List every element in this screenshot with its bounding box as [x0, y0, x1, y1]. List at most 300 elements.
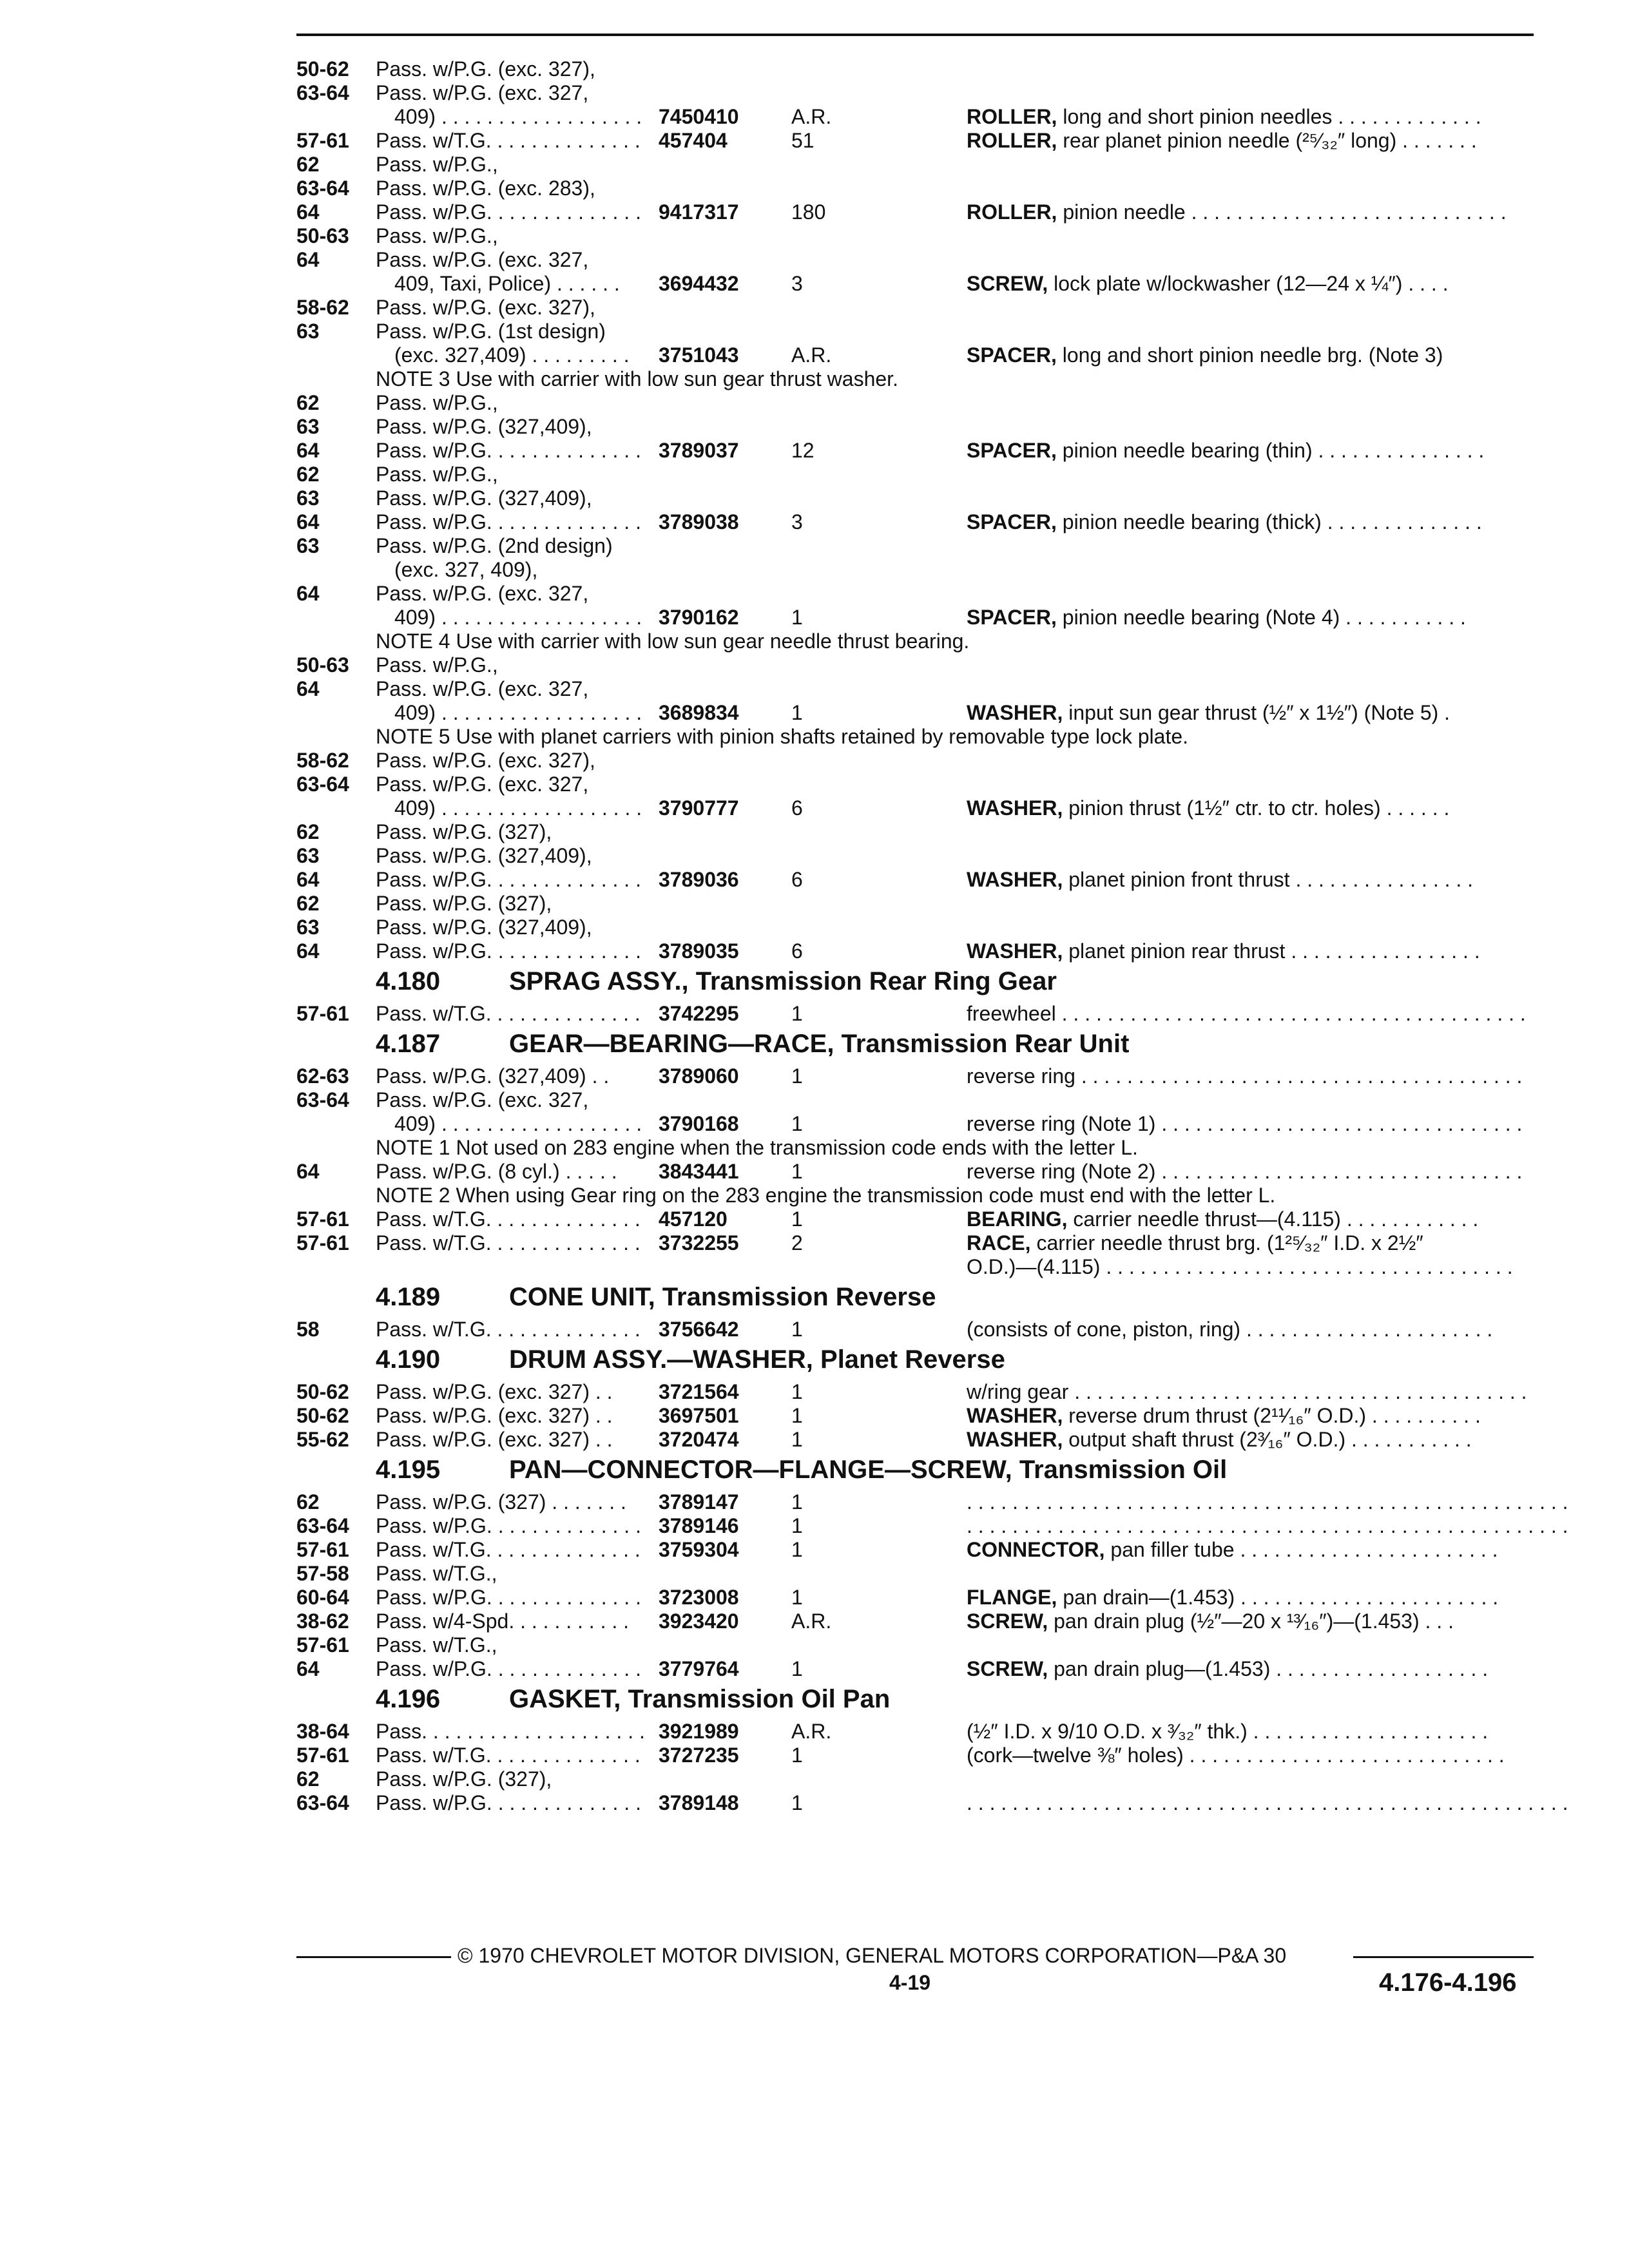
application: Pass. w/P.G. . . . . . . . . . . . . .	[376, 939, 641, 963]
description	[967, 1427, 1472, 1452]
description	[967, 796, 1449, 820]
model-years: 57-61	[296, 1231, 349, 1254]
quantity: A.R.	[791, 105, 832, 128]
description-text: pinion needle . . . . . . . . . . . . . . . . . . . . . . . . . . . .	[1057, 200, 1507, 224]
note-row	[0, 629, 1629, 653]
description	[967, 1514, 1568, 1538]
application: Pass. w/P.G. (327,409),	[376, 844, 592, 867]
part-row	[0, 462, 1629, 486]
application: Pass. w/4-Spd. . . . . . . . . . .	[376, 1610, 630, 1633]
description-text: long and short pinion needles . . . . . . . . . . . . .	[1057, 105, 1481, 128]
model-years: 63-64	[296, 177, 349, 200]
part-row	[0, 700, 1629, 725]
note-text: NOTE 4 Use with carrier with low sun gear needle thrust bearing.	[376, 629, 970, 653]
part-row	[0, 1561, 1629, 1586]
application: Pass. w/P.G. (exc. 327),	[376, 57, 595, 81]
application: Pass. w/P.G. (exc. 327) . .	[376, 1404, 613, 1427]
section-number: 4.189	[376, 1283, 441, 1311]
description-keyword: SCREW,	[967, 1657, 1048, 1680]
application: 409) . . . . . . . . . . . . . . . . . .	[394, 606, 642, 629]
part-number: 3923420	[659, 1610, 739, 1633]
description	[967, 200, 1507, 224]
description-keyword: WASHER,	[967, 868, 1063, 891]
description	[967, 1585, 1498, 1610]
description-text: long and short pinion needle brg. (Note 3)	[1056, 343, 1443, 367]
part-row	[0, 843, 1629, 868]
description	[967, 1537, 1498, 1562]
part-row	[0, 390, 1629, 415]
section-title: GASKET, Transmission Oil Pan	[509, 1685, 891, 1713]
part-number: 7450410	[659, 105, 739, 128]
application: Pass. w/P.G. (327,409),	[376, 415, 592, 438]
application: Pass. w/P.G. . . . . . . . . . . . . .	[376, 510, 641, 533]
quantity: 1	[791, 1586, 803, 1609]
description-text: reverse ring (Note 1) . . . . . . . . . . . . . . . . . . . . . . . . . . . . . . . .	[967, 1112, 1523, 1135]
part-row	[0, 677, 1629, 701]
footer-rule-left	[296, 1956, 451, 1958]
part-row	[0, 176, 1629, 200]
description-text: . . . . . . . . . . . . . . . . . . . . . . . . . . . . . . . . . . . . . . . . . . . . . . . . . . . . .	[967, 1514, 1568, 1537]
description	[967, 1111, 1522, 1136]
quantity: 1	[791, 1380, 803, 1403]
description-text: pan drain plug—(1.453) . . . . . . . . . . . . . . . . . . .	[1048, 1657, 1489, 1680]
application: Pass. w/P.G. (exc. 327,	[376, 677, 589, 700]
part-row	[0, 748, 1629, 773]
page-number: 4-19	[889, 1971, 931, 1994]
quantity: 1	[791, 606, 803, 629]
quantity: 6	[791, 796, 803, 820]
model-years: 64	[296, 248, 320, 271]
quantity: 1	[791, 1207, 803, 1231]
application: Pass. w/P.G.,	[376, 653, 498, 677]
application: Pass. w/P.G. (exc. 327) . .	[376, 1428, 613, 1451]
application: Pass. w/P.G. . . . . . . . . . . . . .	[376, 1791, 641, 1814]
model-years: 62	[296, 892, 320, 915]
description-keyword: SPACER,	[967, 439, 1057, 462]
quantity: 180	[791, 200, 826, 224]
note-text: NOTE 1 Not used on 283 engine when the transmission code ends with the letter L.	[376, 1136, 1138, 1159]
section-header	[0, 1028, 1629, 1060]
description-text: carrier needle thrust brg. (1²⁵⁄₃₂″ I.D. x 2½″	[1030, 1231, 1423, 1254]
description	[967, 343, 1443, 367]
part-number: 9417317	[659, 200, 739, 224]
part-row	[0, 1111, 1629, 1136]
quantity: 1	[791, 1064, 803, 1088]
description	[967, 1317, 1492, 1341]
part-row	[0, 1609, 1629, 1633]
part-row	[0, 1743, 1629, 1767]
description-text: (consists of cone, piston, ring) . . . . . . . . . . . . . . . . . . . . . .	[967, 1318, 1493, 1341]
part-number: 457120	[659, 1207, 728, 1231]
description-text: reverse ring . . . . . . . . . . . . . . . . . . . . . . . . . . . . . . . . . . . . . . .	[967, 1064, 1523, 1088]
model-years: 63	[296, 486, 320, 510]
application: Pass. w/P.G. . . . . . . . . . . . . .	[376, 200, 641, 224]
application: Pass. w/P.G. (exc. 327) . .	[376, 1380, 613, 1403]
part-row	[0, 1633, 1629, 1657]
model-years: 62-63	[296, 1064, 349, 1088]
application: Pass. w/T.G. . . . . . . . . . . . . .	[376, 1538, 641, 1561]
description-text: O.D.)—(4.115) . . . . . . . . . . . . . . . . . . . . . . . . . . . . . . . . . . . .	[967, 1255, 1513, 1278]
description-keyword: ROLLER,	[967, 200, 1057, 224]
model-years: 63-64	[296, 773, 349, 796]
description-text: (cork—twelve ⅜″ holes) . . . . . . . . . . . . . . . . . . . . . . . . . . . .	[967, 1744, 1505, 1767]
part-number: 3732255	[659, 1231, 739, 1254]
description-text: pinion needle bearing (thick) . . . . . . . . . . . . . .	[1056, 510, 1482, 533]
part-row	[0, 1064, 1629, 1088]
footer-rule-right	[1353, 1956, 1534, 1958]
quantity: 12	[791, 439, 815, 462]
application: (exc. 327, 409),	[394, 558, 538, 581]
application: (exc. 327,409) . . . . . . . . .	[394, 343, 630, 367]
part-row	[0, 104, 1629, 129]
model-years: 57-58	[296, 1562, 349, 1585]
description	[967, 867, 1473, 892]
description-keyword: WASHER,	[967, 701, 1063, 724]
model-years: 62	[296, 463, 320, 486]
application: 409) . . . . . . . . . . . . . . . . . .	[394, 105, 642, 128]
application: Pass. w/T.G. . . . . . . . . . . . . .	[376, 1207, 641, 1231]
application: Pass. w/T.G. . . . . . . . . . . . . .	[376, 1744, 641, 1767]
section-header	[0, 1343, 1629, 1376]
part-row	[0, 1585, 1629, 1610]
model-years: 63-64	[296, 81, 349, 104]
quantity: 1	[791, 1112, 803, 1135]
quantity: 6	[791, 868, 803, 891]
description-text: pinion needle bearing (thin) . . . . . . . . . . . . . . .	[1056, 439, 1485, 462]
quantity: 1	[791, 1428, 803, 1451]
model-years: 62	[296, 1490, 320, 1514]
note-row	[0, 1183, 1629, 1207]
part-row	[0, 224, 1629, 248]
description	[967, 1657, 1488, 1681]
part-row	[0, 1207, 1629, 1231]
model-years: 63	[296, 844, 320, 867]
part-row	[0, 1719, 1629, 1744]
application: 409) . . . . . . . . . . . . . . . . . .	[394, 796, 642, 820]
part-number: 3789148	[659, 1791, 739, 1814]
application: Pass. w/T.G.,	[376, 1633, 497, 1657]
application: Pass. w/P.G. . . . . . . . . . . . . .	[376, 1514, 641, 1537]
part-row	[0, 271, 1629, 296]
description-text: carrier needle thrust—(4.115) . . . . . . . . . . . .	[1067, 1207, 1479, 1231]
application: Pass. w/T.G. . . . . . . . . . . . . .	[376, 1231, 641, 1254]
part-row	[0, 152, 1629, 177]
model-years: 63	[296, 415, 320, 438]
part-row	[0, 200, 1629, 224]
description-text: freewheel . . . . . . . . . . . . . . . . . . . . . . . . . . . . . . . . . . . . . . . . .	[967, 1002, 1526, 1025]
quantity: 1	[791, 1744, 803, 1767]
description-keyword: RACE,	[967, 1231, 1031, 1254]
model-years: 63	[296, 534, 320, 557]
description	[967, 700, 1450, 725]
part-number: 3843441	[659, 1160, 739, 1183]
part-row	[0, 1159, 1629, 1184]
part-row	[0, 653, 1629, 677]
quantity: 1	[791, 1657, 803, 1680]
description-keyword: WASHER,	[967, 796, 1063, 820]
description-keyword: WASHER,	[967, 1428, 1063, 1451]
model-years: 57-61	[296, 1207, 349, 1231]
section-number: 4.195	[376, 1456, 441, 1484]
application: 409) . . . . . . . . . . . . . . . . . .	[394, 701, 642, 724]
part-number: 3697501	[659, 1404, 739, 1427]
part-row	[0, 343, 1629, 367]
description-text: rear planet pinion needle (²⁵⁄₃₂″ long) . . . . . . .	[1057, 129, 1477, 152]
part-row	[0, 939, 1629, 963]
application: Pass. w/T.G. . . . . . . . . . . . . .	[376, 129, 641, 152]
description	[967, 939, 1480, 963]
part-row	[0, 1791, 1629, 1815]
description-keyword: WASHER,	[967, 939, 1063, 963]
description	[967, 438, 1484, 463]
model-years: 64	[296, 582, 320, 605]
part-row	[0, 1514, 1629, 1538]
description	[967, 1159, 1522, 1184]
part-row	[0, 772, 1629, 796]
application: Pass. w/P.G. (1st design)	[376, 320, 606, 343]
note-text: NOTE 5 Use with planet carriers with pinion shafts retained by removable type lock plate.	[376, 725, 1189, 748]
description	[967, 1490, 1568, 1514]
application: Pass. w/P.G.,	[376, 153, 498, 176]
description-text: . . . . . . . . . . . . . . . . . . . . . . . . . . . . . . . . . . . . . . . . . . . . . . . . . . . . .	[967, 1490, 1568, 1514]
part-row	[0, 128, 1629, 153]
description-keyword: WASHER,	[967, 1404, 1063, 1427]
part-number: 3694432	[659, 272, 739, 295]
section-header	[0, 1683, 1629, 1715]
note-row	[0, 367, 1629, 391]
part-row	[0, 891, 1629, 916]
quantity: 51	[791, 129, 815, 152]
application: Pass. w/P.G. (exc. 283),	[376, 177, 595, 200]
quantity: 6	[791, 939, 803, 963]
model-years: 64	[296, 200, 320, 224]
part-row	[0, 557, 1629, 582]
application: Pass. w/P.G. (exc. 327,	[376, 773, 589, 796]
model-years: 50-62	[296, 1404, 349, 1427]
application: Pass. w/P.G.,	[376, 391, 498, 414]
application: 409) . . . . . . . . . . . . . . . . . .	[394, 1112, 642, 1135]
description	[967, 1379, 1527, 1404]
part-number: 3723008	[659, 1586, 739, 1609]
description-keyword: ROLLER,	[967, 105, 1057, 128]
description-text: pan drain plug (½″—20 x ¹³⁄₁₆″)—(1.453) . . .	[1048, 1610, 1454, 1633]
description-text: (½″ I.D. x 9/10 O.D. x ³⁄₃₂″ thk.) . . . . . . . . . . . . . . . . . . . . .	[967, 1720, 1489, 1743]
model-years: 62	[296, 1767, 320, 1791]
model-years: 64	[296, 1160, 320, 1183]
application: Pass. w/P.G. (327,409),	[376, 486, 592, 510]
part-row	[0, 581, 1629, 606]
part-row	[0, 1088, 1629, 1112]
part-row	[0, 867, 1629, 892]
quantity: 1	[791, 1318, 803, 1341]
description-keyword: FLANGE,	[967, 1586, 1057, 1609]
model-years: 57-61	[296, 1538, 349, 1561]
quantity: A.R.	[791, 343, 832, 367]
part-number: 3727235	[659, 1744, 739, 1767]
part-number: 3689834	[659, 701, 739, 724]
description-keyword: SPACER,	[967, 343, 1057, 367]
application: Pass. w/P.G. (327,409) . .	[376, 1064, 610, 1088]
description-keyword: ROLLER,	[967, 129, 1057, 152]
quantity: 3	[791, 272, 803, 295]
model-years: 58	[296, 1318, 320, 1341]
part-number: 3789037	[659, 439, 739, 462]
model-years: 63	[296, 916, 320, 939]
description-text: input sun gear thrust (½″ x 1½″) (Note 5) .	[1063, 701, 1451, 724]
part-row	[0, 915, 1629, 939]
part-number: 3789060	[659, 1064, 739, 1088]
part-row	[0, 1231, 1629, 1255]
description-text: reverse ring (Note 2) . . . . . . . . . . . . . . . . . . . . . . . . . . . . . . . .	[967, 1160, 1523, 1183]
application: Pass. w/P.G. (exc. 327,	[376, 582, 589, 605]
quantity: 1	[791, 1791, 803, 1814]
part-number: 3779764	[659, 1657, 739, 1680]
part-row	[0, 605, 1629, 629]
part-number: 3789036	[659, 868, 739, 891]
part-row	[0, 820, 1629, 844]
part-row	[0, 1657, 1629, 1681]
part-row	[0, 1427, 1629, 1452]
part-number: 3759304	[659, 1538, 739, 1561]
part-row	[0, 796, 1629, 820]
description	[967, 271, 1449, 296]
model-years: 63	[296, 320, 320, 343]
description	[967, 1403, 1481, 1428]
application: Pass. w/P.G. (327,409),	[376, 916, 592, 939]
model-years: 62	[296, 153, 320, 176]
part-number: 3721564	[659, 1380, 739, 1403]
description	[967, 1064, 1522, 1088]
note-text: NOTE 2 When using Gear ring on the 283 engine the transmission code must end with the letter L.	[376, 1184, 1276, 1207]
application: Pass. . . . . . . . . . . . . . . . . . . .	[376, 1720, 645, 1743]
note-row	[0, 1135, 1629, 1160]
part-number: 3742295	[659, 1002, 739, 1025]
description	[967, 510, 1482, 534]
section-title: SPRAG ASSY., Transmission Rear Ring Gear	[509, 967, 1057, 995]
model-years: 50-63	[296, 224, 349, 247]
quantity: 1	[791, 701, 803, 724]
description	[967, 1254, 1513, 1279]
description-keyword: SPACER,	[967, 606, 1057, 629]
model-years: 58-62	[296, 296, 349, 319]
part-row	[0, 1767, 1629, 1791]
part-number: 3789147	[659, 1490, 739, 1514]
part-number: 3790162	[659, 606, 739, 629]
model-years: 63-64	[296, 1791, 349, 1814]
model-years: 50-62	[296, 57, 349, 81]
quantity: 2	[791, 1231, 803, 1254]
description-text: . . . . . . . . . . . . . . . . . . . . . . . . . . . . . . . . . . . . . . . . . . . . . . . . . . . . .	[967, 1791, 1568, 1814]
application: Pass. w/T.G.,	[376, 1562, 497, 1585]
application: Pass. w/P.G. . . . . . . . . . . . . .	[376, 439, 641, 462]
model-years: 63-64	[296, 1088, 349, 1111]
model-years: 64	[296, 510, 320, 533]
description	[967, 128, 1477, 153]
quantity: 1	[791, 1160, 803, 1183]
model-years: 64	[296, 1657, 320, 1680]
application: Pass. w/P.G.,	[376, 224, 498, 247]
part-number: 3790777	[659, 796, 739, 820]
part-row	[0, 1001, 1629, 1026]
part-number: 3720474	[659, 1428, 739, 1451]
section-title: GEAR—BEARING—RACE, Transmission Rear Unit	[509, 1030, 1130, 1058]
part-row	[0, 81, 1629, 105]
section-number: 4.180	[376, 967, 441, 995]
application: Pass. w/T.G. . . . . . . . . . . . . .	[376, 1002, 641, 1025]
part-row	[0, 510, 1629, 534]
part-row	[0, 1537, 1629, 1562]
model-years: 64	[296, 439, 320, 462]
description	[967, 1609, 1454, 1633]
model-years: 50-63	[296, 653, 349, 677]
quantity: 1	[791, 1002, 803, 1025]
part-number: 3789038	[659, 510, 739, 533]
section-header	[0, 1454, 1629, 1486]
part-row	[0, 486, 1629, 510]
description	[967, 1743, 1505, 1767]
description-keyword: CONNECTOR,	[967, 1538, 1105, 1561]
application: Pass. w/P.G. . . . . . . . . . . . . .	[376, 1657, 641, 1680]
section-range: 4.176-4.196	[1379, 1968, 1517, 1997]
description-text: reverse drum thrust (2¹¹⁄₁₆″ O.D.) . . . . . . . . . .	[1063, 1404, 1481, 1427]
description-keyword: SCREW,	[967, 1610, 1048, 1633]
model-years: 38-62	[296, 1610, 349, 1633]
model-years: 57-61	[296, 129, 349, 152]
description	[967, 1791, 1568, 1815]
description-text: lock plate w/lockwasher (12—24 x ¼″) . . . .	[1048, 272, 1449, 295]
model-years: 57-61	[296, 1633, 349, 1657]
application: Pass. w/P.G. (exc. 327,	[376, 81, 589, 104]
model-years: 64	[296, 939, 320, 963]
description	[967, 1001, 1526, 1026]
part-number: 3789146	[659, 1514, 739, 1537]
application: Pass. w/P.G. . . . . . . . . . . . . .	[376, 868, 641, 891]
section-header	[0, 965, 1629, 997]
model-years: 62	[296, 391, 320, 414]
model-years: 38-64	[296, 1720, 349, 1743]
part-row	[0, 438, 1629, 463]
model-years: 62	[296, 820, 320, 843]
application: Pass. w/P.G.,	[376, 463, 498, 486]
part-row	[0, 319, 1629, 343]
top-rule	[296, 34, 1534, 36]
section-number: 4.190	[376, 1345, 441, 1374]
quantity: 3	[791, 510, 803, 533]
part-row	[0, 1379, 1629, 1404]
description-keyword: SPACER,	[967, 510, 1057, 533]
model-years: 64	[296, 868, 320, 891]
application: Pass. w/P.G. (2nd design)	[376, 534, 613, 557]
quantity: 1	[791, 1490, 803, 1514]
section-title: DRUM ASSY.—WASHER, Planet Reverse	[509, 1345, 1005, 1374]
application: Pass. w/P.G. (exc. 327,	[376, 248, 589, 271]
part-row	[0, 1403, 1629, 1428]
description	[967, 1231, 1423, 1255]
application: Pass. w/P.G. (8 cyl.) . . . . .	[376, 1160, 617, 1183]
model-years: 57-61	[296, 1002, 349, 1025]
note-row	[0, 724, 1629, 749]
description-text: planet pinion rear thrust . . . . . . . . . . . . . . . . .	[1063, 939, 1480, 963]
part-number: 3921989	[659, 1720, 739, 1743]
model-years: 50-62	[296, 1380, 349, 1403]
part-number: 457404	[659, 129, 728, 152]
application: Pass. w/P.G. (327) . . . . . . .	[376, 1490, 626, 1514]
note-text: NOTE 3 Use with carrier with low sun gear thrust washer.	[376, 367, 898, 390]
section-number: 4.187	[376, 1030, 441, 1058]
section-title: CONE UNIT, Transmission Reverse	[509, 1283, 936, 1311]
application: Pass. w/P.G. (327),	[376, 892, 552, 915]
application: Pass. w/P.G. (327),	[376, 820, 552, 843]
